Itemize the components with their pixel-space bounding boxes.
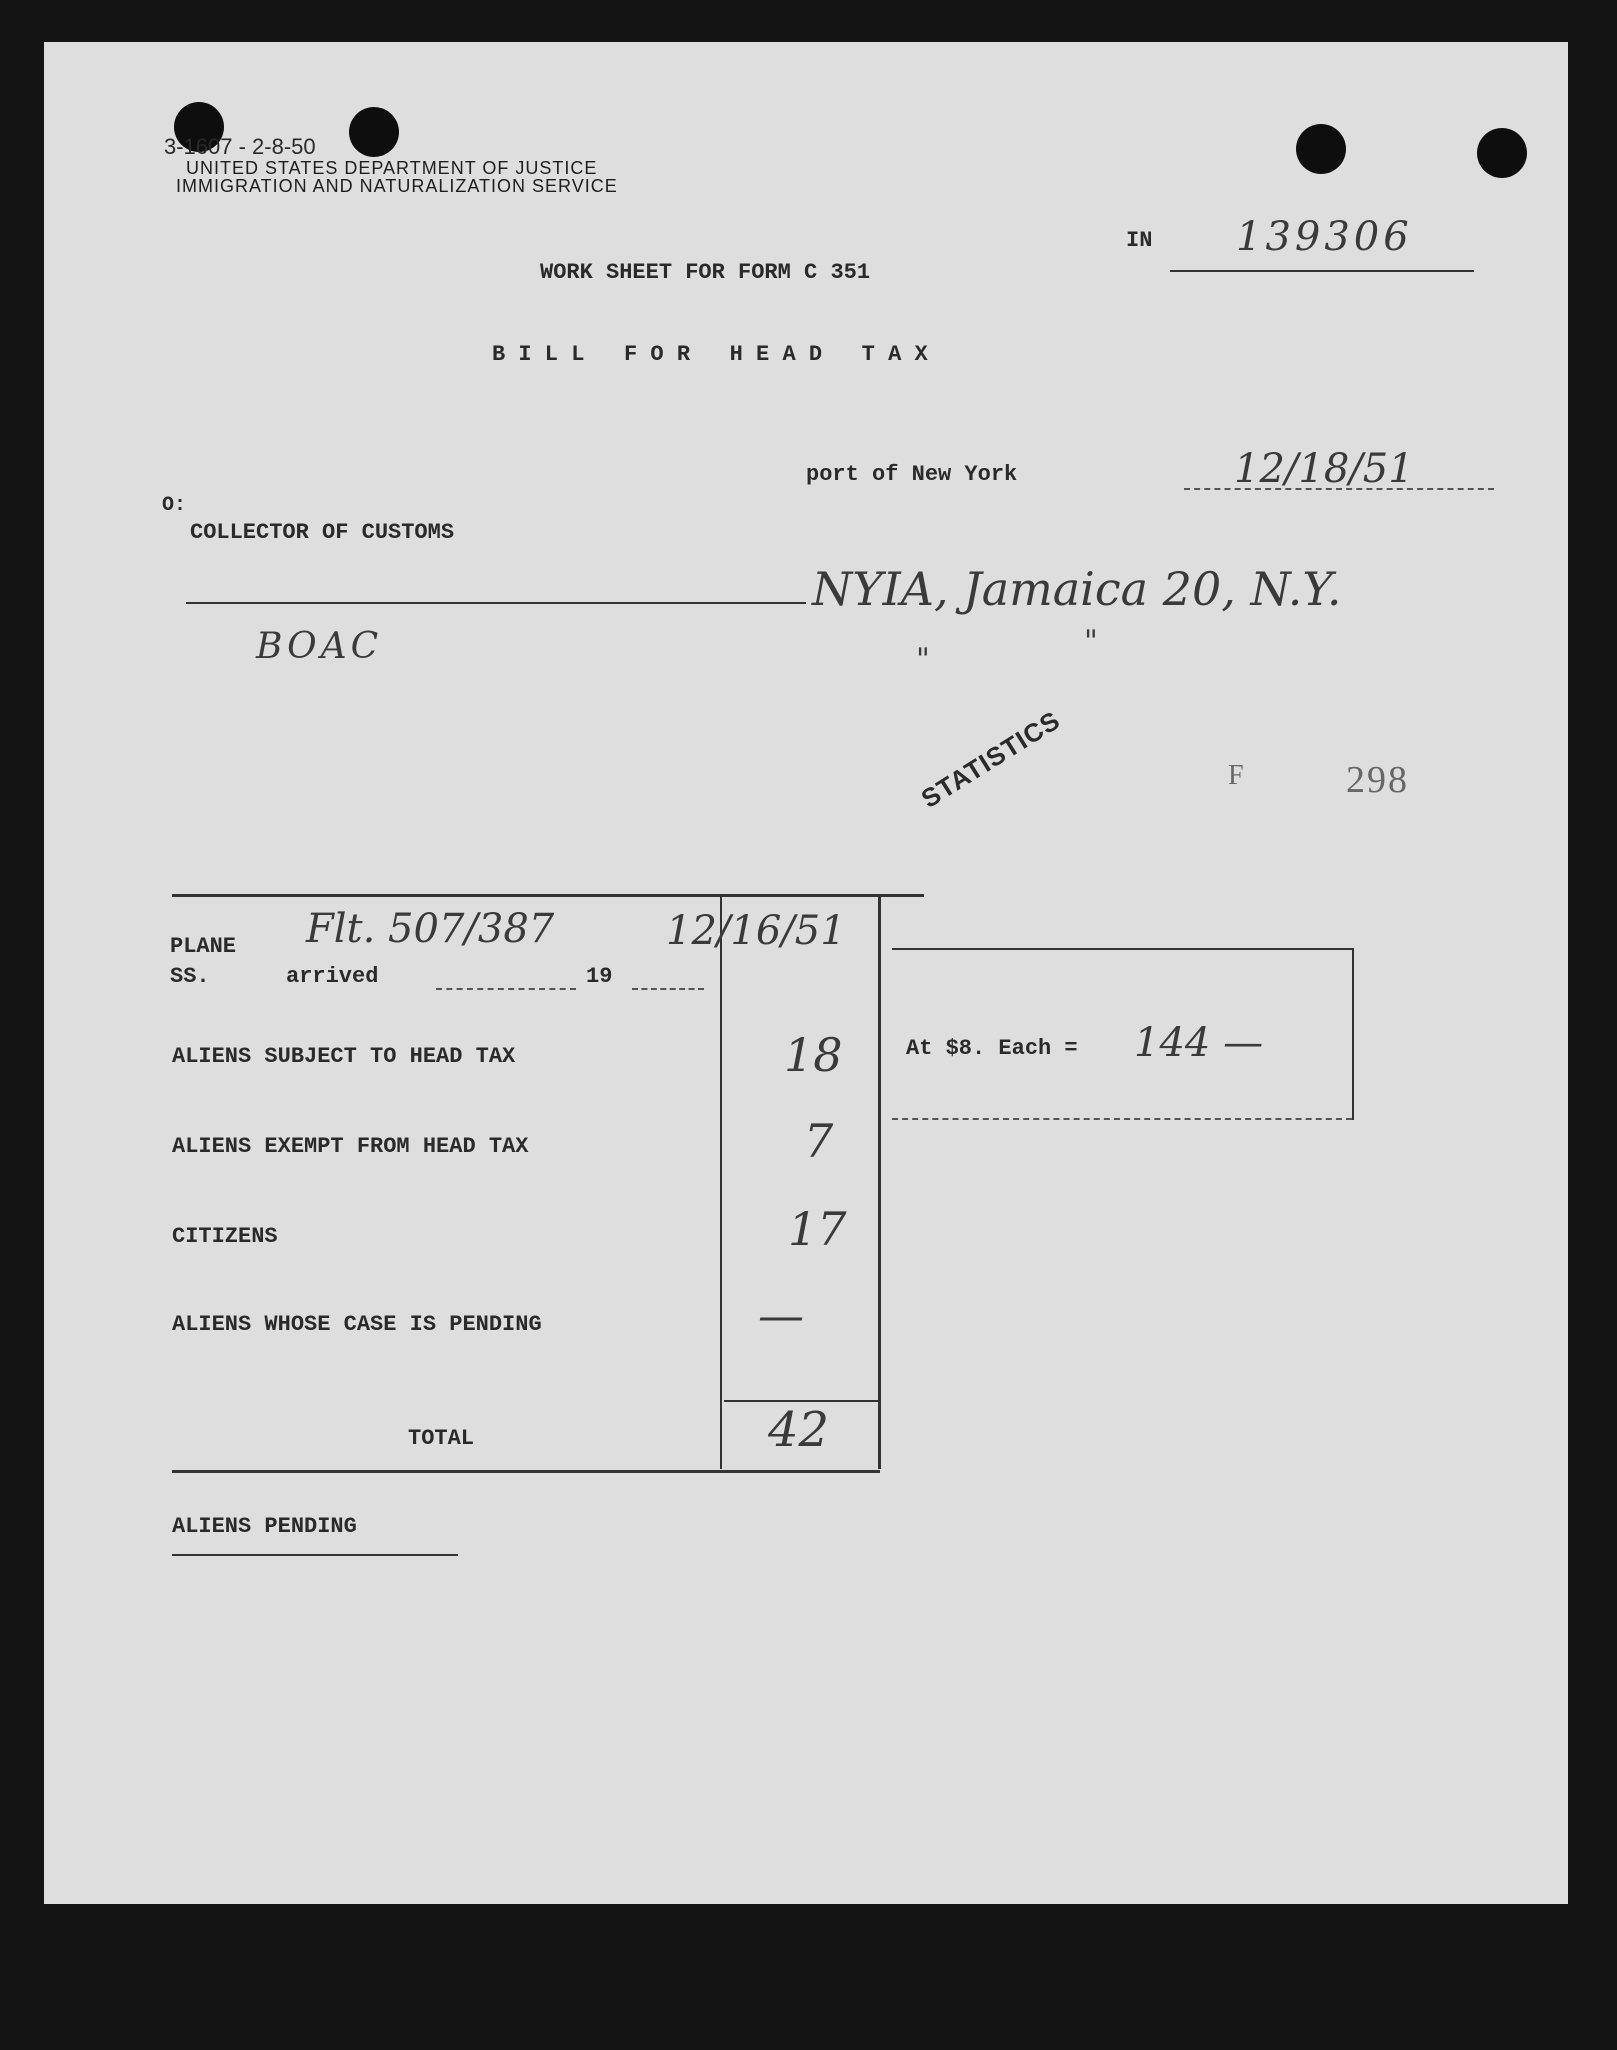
port-label: port of New York [806, 462, 1018, 487]
form-number: 3-1607 - 2-8-50 [164, 134, 316, 159]
in-label: IN [1126, 228, 1153, 253]
ditto-mark: " [1084, 624, 1098, 659]
row-label-citizens: CITIZENS [172, 1224, 278, 1249]
row-label-pending-case: ALIENS WHOSE CASE IS PENDING [172, 1312, 542, 1337]
total-label: TOTAL [408, 1426, 475, 1451]
punch-hole [1477, 128, 1527, 178]
bill-title: B I L L F O R H E A D T A X [492, 342, 928, 367]
arrived-label: arrived [286, 964, 379, 989]
year-line [632, 988, 704, 990]
in-number: 139306 [1236, 214, 1413, 260]
punch-hole [349, 107, 399, 157]
row-value-aliens-exempt: 7 [804, 1114, 834, 1168]
agency-name: UNITED STATES DEPARTMENT OF JUSTICE [186, 158, 598, 178]
row-value-citizens: 17 [788, 1202, 847, 1256]
date-underline [1184, 488, 1494, 490]
arrival-date-written: 12/16/51 [666, 908, 846, 954]
value-column-right-border [878, 894, 881, 1469]
date-written: 12/18/51 [1234, 446, 1414, 492]
rate-label: At $8. Each = [906, 1036, 1078, 1061]
aliens-pending-underline [172, 1554, 458, 1556]
rate-box-top [892, 948, 1352, 950]
rate-box-bottom [892, 1118, 1352, 1120]
row-label-aliens-exempt: ALIENS EXEMPT FROM HEAD TAX [172, 1134, 529, 1159]
rate-amount-written: 144 — [1134, 1020, 1264, 1066]
addressee-line [186, 602, 806, 604]
arrived-date-line [436, 988, 576, 990]
agency-service: IMMIGRATION AND NATURALIZATION SERVICE [176, 176, 618, 196]
table-bottom-border [172, 1470, 880, 1473]
value-column-left-border [720, 894, 722, 1469]
total-value: 42 [768, 1402, 830, 1458]
worksheet-title: WORK SHEET FOR FORM C 351 [540, 260, 871, 285]
rate-box-right [1352, 948, 1354, 1120]
carrier-written: BOAC [256, 626, 383, 667]
year-label: 19 [586, 964, 613, 989]
to-label: O: [162, 494, 187, 517]
row-value-pending-case: — [758, 1288, 804, 1342]
ditto-mark: " [916, 642, 930, 677]
collector-label: COLLECTOR OF CUSTOMS [190, 520, 455, 545]
row-value-aliens-subject: 18 [784, 1028, 843, 1082]
document-page [44, 42, 1568, 1904]
stamp-prefix: F [1228, 760, 1244, 791]
in-number-underline [1170, 270, 1474, 272]
table-top-border [172, 894, 924, 897]
plane-label: PLANE [170, 934, 237, 959]
statistics-stamp: STATISTICS [915, 704, 1066, 814]
stamp-number: 298 [1346, 759, 1409, 801]
flight-written: Flt. 507/387 [306, 906, 555, 952]
aliens-pending-label: ALIENS PENDING [172, 1514, 357, 1539]
ss-label: SS. [170, 964, 210, 989]
punch-hole [1296, 124, 1346, 174]
address-written: NYIA, Jamaica 20, N.Y. [812, 562, 1342, 616]
row-label-aliens-subject: ALIENS SUBJECT TO HEAD TAX [172, 1044, 516, 1069]
